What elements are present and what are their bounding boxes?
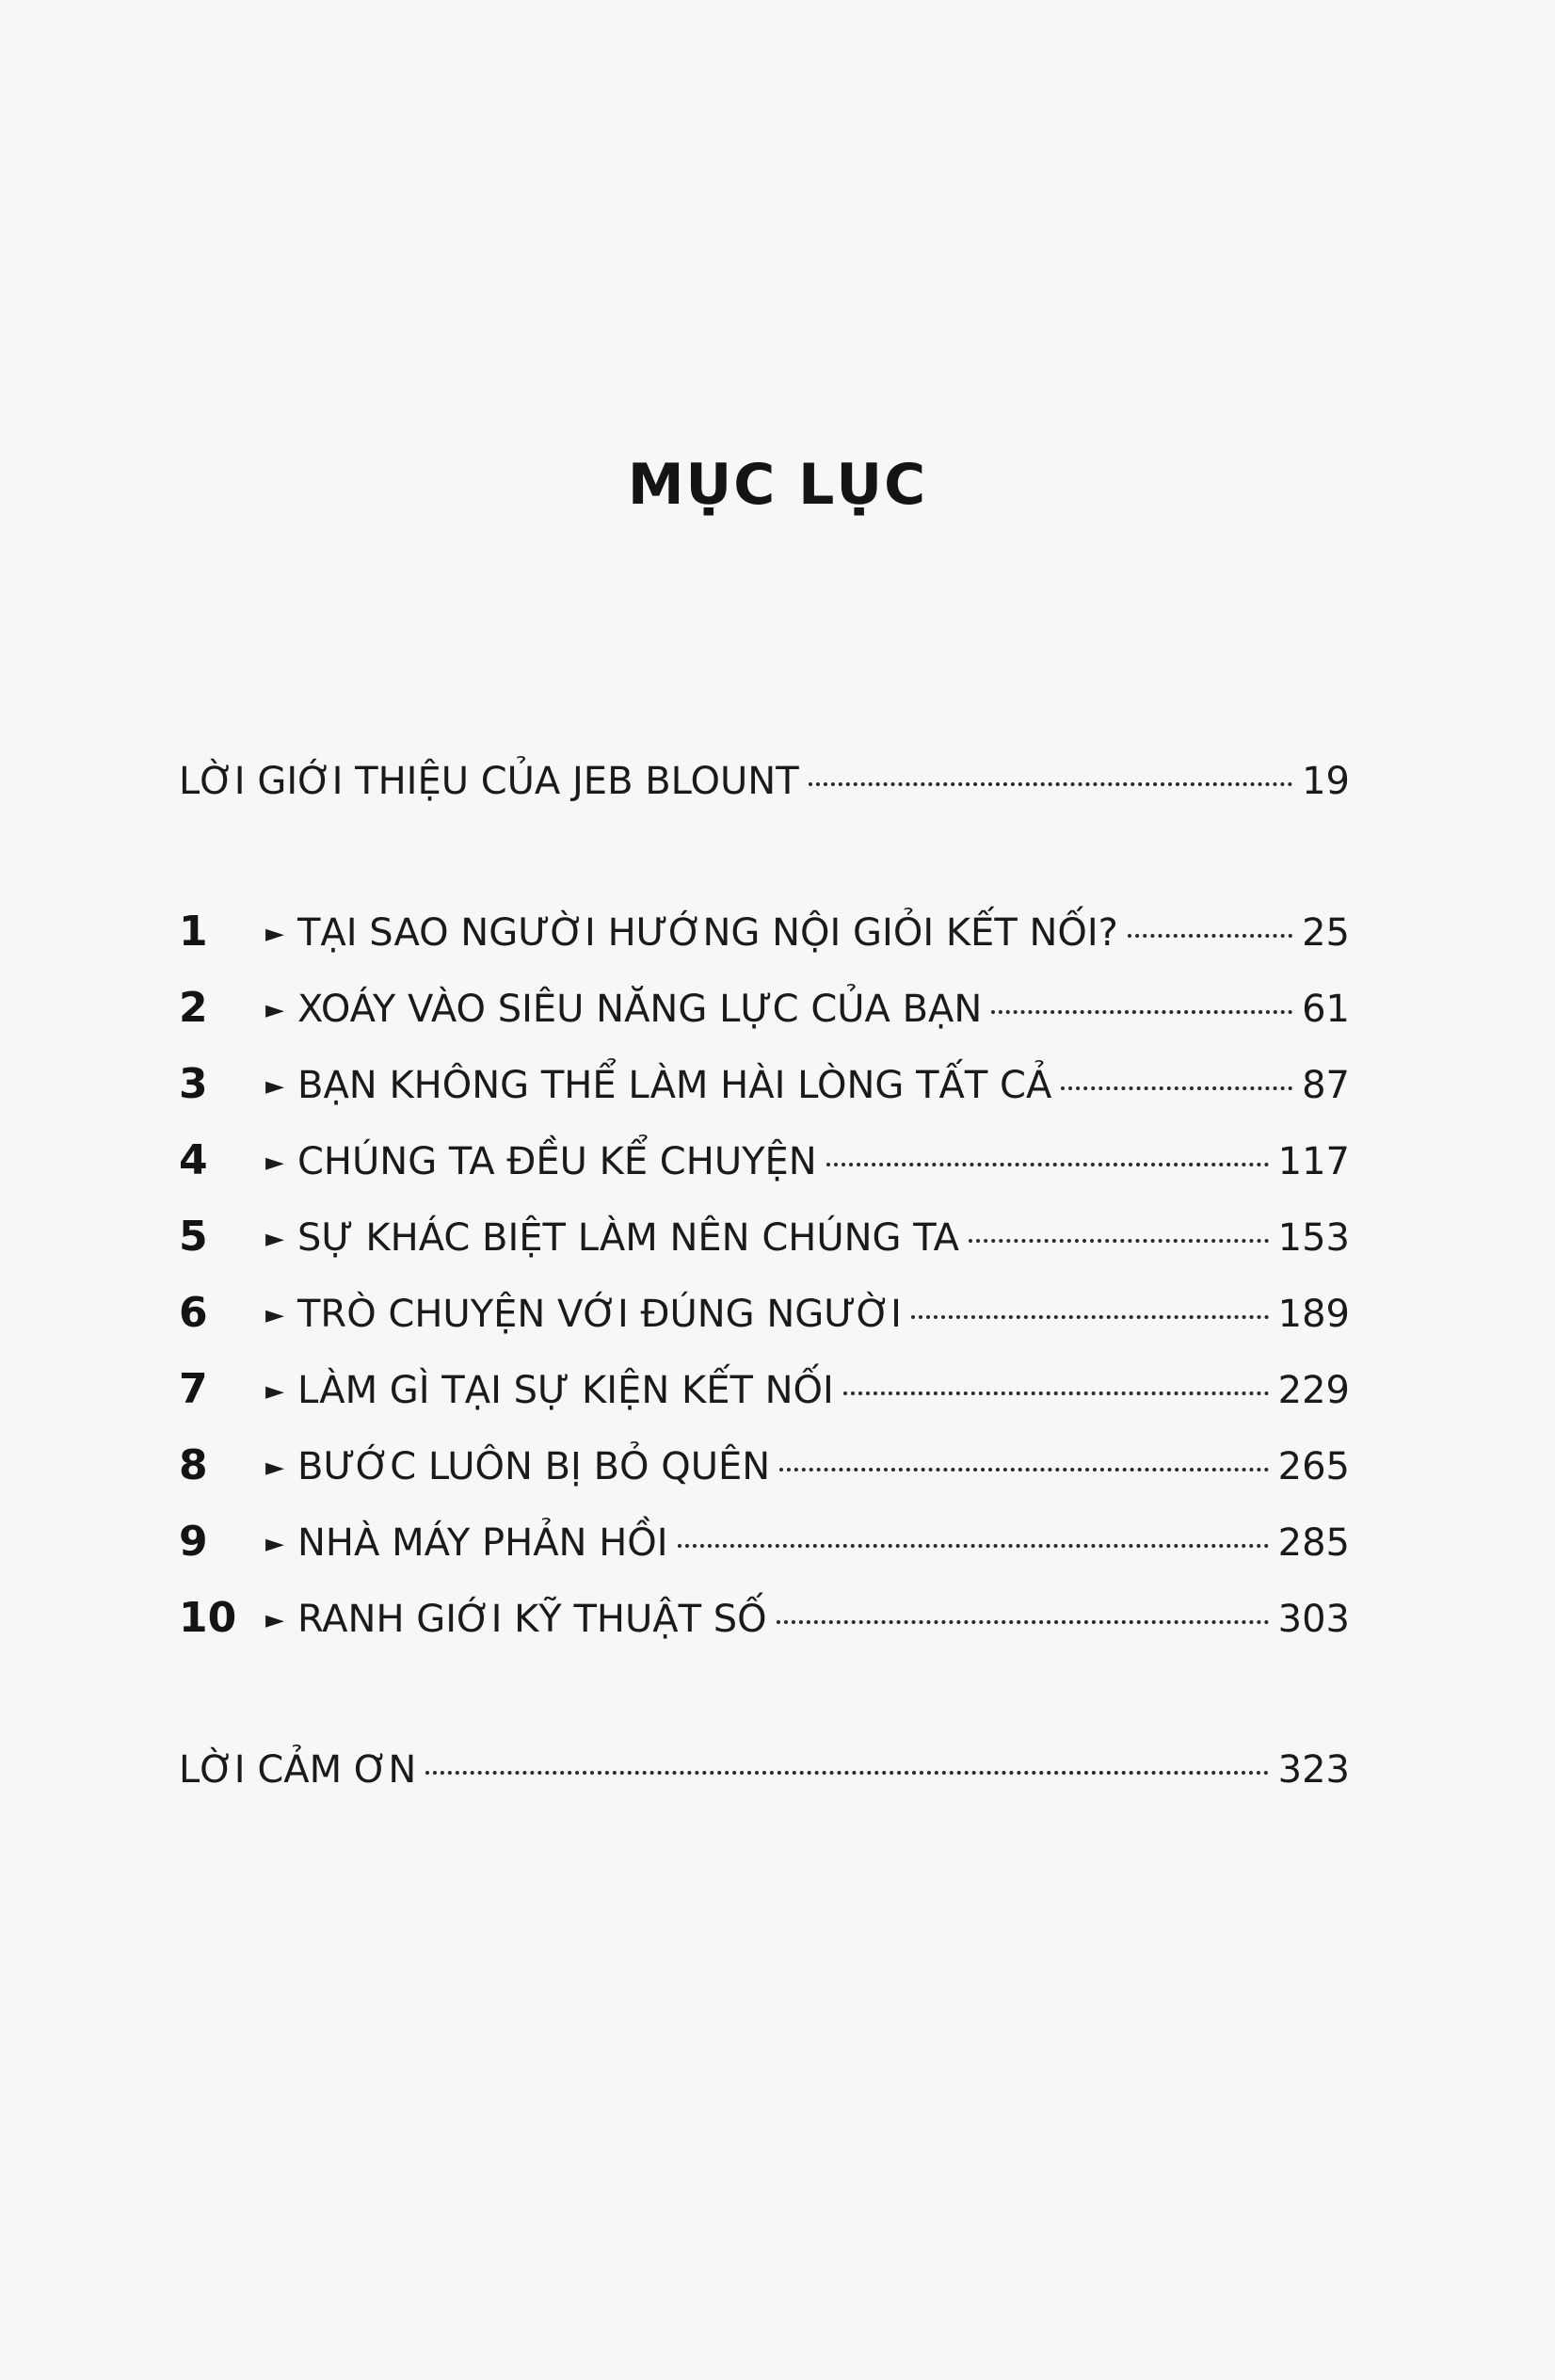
toc-page-number: 285 (1277, 1521, 1350, 1565)
dot-leader (969, 1239, 1269, 1243)
chapter-number: 5 (179, 1213, 208, 1261)
arrow-icon: ► (265, 1225, 284, 1253)
chapter-number: 4 (179, 1136, 208, 1184)
arrow-icon: ► (265, 1454, 284, 1482)
chapter-title: XOÁY VÀO SIÊU NĂNG LỰC CỦA BẠN (297, 988, 983, 1031)
dot-leader (777, 1620, 1269, 1624)
chapter-number: 8 (179, 1441, 208, 1489)
toc-page-number: 323 (1277, 1748, 1350, 1792)
chapter-number: 3 (179, 1060, 208, 1108)
toc-entry-label: LỜI GIỚI THIỆU CỦA JEB BLOUNT (179, 760, 799, 803)
arrow-icon: ► (265, 920, 284, 948)
toc-page-number: 117 (1277, 1140, 1350, 1183)
arrow-icon: ► (265, 1530, 284, 1558)
arrow-icon: ► (265, 996, 284, 1024)
chapter-number: 1 (179, 908, 208, 956)
arrow-icon: ► (265, 1301, 284, 1329)
toc-chapter-4[interactable] (179, 1133, 1350, 1189)
toc-chapter-2[interactable] (179, 980, 1350, 1037)
dot-leader (678, 1544, 1269, 1548)
chapter-title: BƯỚC LUÔN BỊ BỎ QUÊN (297, 1445, 771, 1488)
page-title: MỤC LỤC (627, 452, 928, 518)
toc-page-number: 87 (1302, 1064, 1350, 1107)
dot-leader (911, 1315, 1269, 1319)
dot-leader (425, 1771, 1268, 1775)
chapter-title: LÀM GÌ TẠI SỰ KIỆN KẾT NỐI (297, 1369, 834, 1412)
dot-leader (991, 1010, 1292, 1014)
toc-page-number: 303 (1277, 1598, 1350, 1641)
toc-chapter-7[interactable] (179, 1361, 1350, 1418)
toc-chapter-6[interactable] (179, 1285, 1350, 1342)
chapter-title: SỰ KHÁC BIỆT LÀM NÊN CHÚNG TA (297, 1216, 959, 1260)
toc-page-number: 265 (1277, 1445, 1350, 1488)
dot-leader (779, 1468, 1268, 1471)
dot-leader (1061, 1086, 1292, 1090)
chapter-number: 10 (179, 1594, 237, 1642)
chapter-title: BẠN KHÔNG THỂ LÀM HÀI LÒNG TẤT CẢ (297, 1064, 1052, 1107)
arrow-icon: ► (265, 1072, 284, 1101)
toc-chapter-10[interactable] (179, 1590, 1350, 1647)
toc-chapter-5[interactable] (179, 1209, 1350, 1265)
toc-page-number: 25 (1302, 911, 1350, 955)
chapter-number: 2 (179, 984, 208, 1032)
chapter-title: CHÚNG TA ĐỀU KỂ CHUYỆN (297, 1140, 817, 1183)
toc-entry-label: LỜI CẢM ƠN (179, 1748, 417, 1792)
chapter-number: 9 (179, 1518, 208, 1566)
toc-page-number: 19 (1302, 760, 1350, 803)
chapter-title: TRÒ CHUYỆN VỚI ĐÚNG NGƯỜI (297, 1293, 902, 1336)
arrow-icon: ► (265, 1606, 284, 1634)
toc-page-number: 189 (1277, 1293, 1350, 1336)
chapter-number: 7 (179, 1365, 208, 1413)
toc-chapter-9[interactable] (179, 1514, 1350, 1570)
arrow-icon: ► (265, 1377, 284, 1406)
dot-leader (1128, 934, 1292, 938)
toc-entry-intro[interactable] (179, 753, 1350, 810)
toc-chapter-1[interactable] (179, 904, 1350, 960)
toc-page-number: 61 (1302, 988, 1350, 1031)
toc-page-number: 229 (1277, 1369, 1350, 1412)
chapter-title: TẠI SAO NGƯỜI HƯỚNG NỘI GIỎI KẾT NỐI? (297, 911, 1118, 955)
chapter-title: NHÀ MÁY PHẢN HỒI (297, 1521, 668, 1565)
chapter-number: 6 (179, 1289, 208, 1337)
chapter-title: RANH GIỚI KỸ THUẬT SỐ (297, 1598, 767, 1641)
dot-leader (809, 782, 1292, 786)
arrow-icon: ► (265, 1149, 284, 1177)
toc-chapter-8[interactable] (179, 1438, 1350, 1494)
dot-leader (843, 1391, 1269, 1395)
toc-page-number: 153 (1277, 1216, 1350, 1260)
toc-chapter-3[interactable] (179, 1056, 1350, 1113)
dot-leader (826, 1163, 1269, 1166)
toc-entry-acknowledgements[interactable] (179, 1742, 1350, 1798)
